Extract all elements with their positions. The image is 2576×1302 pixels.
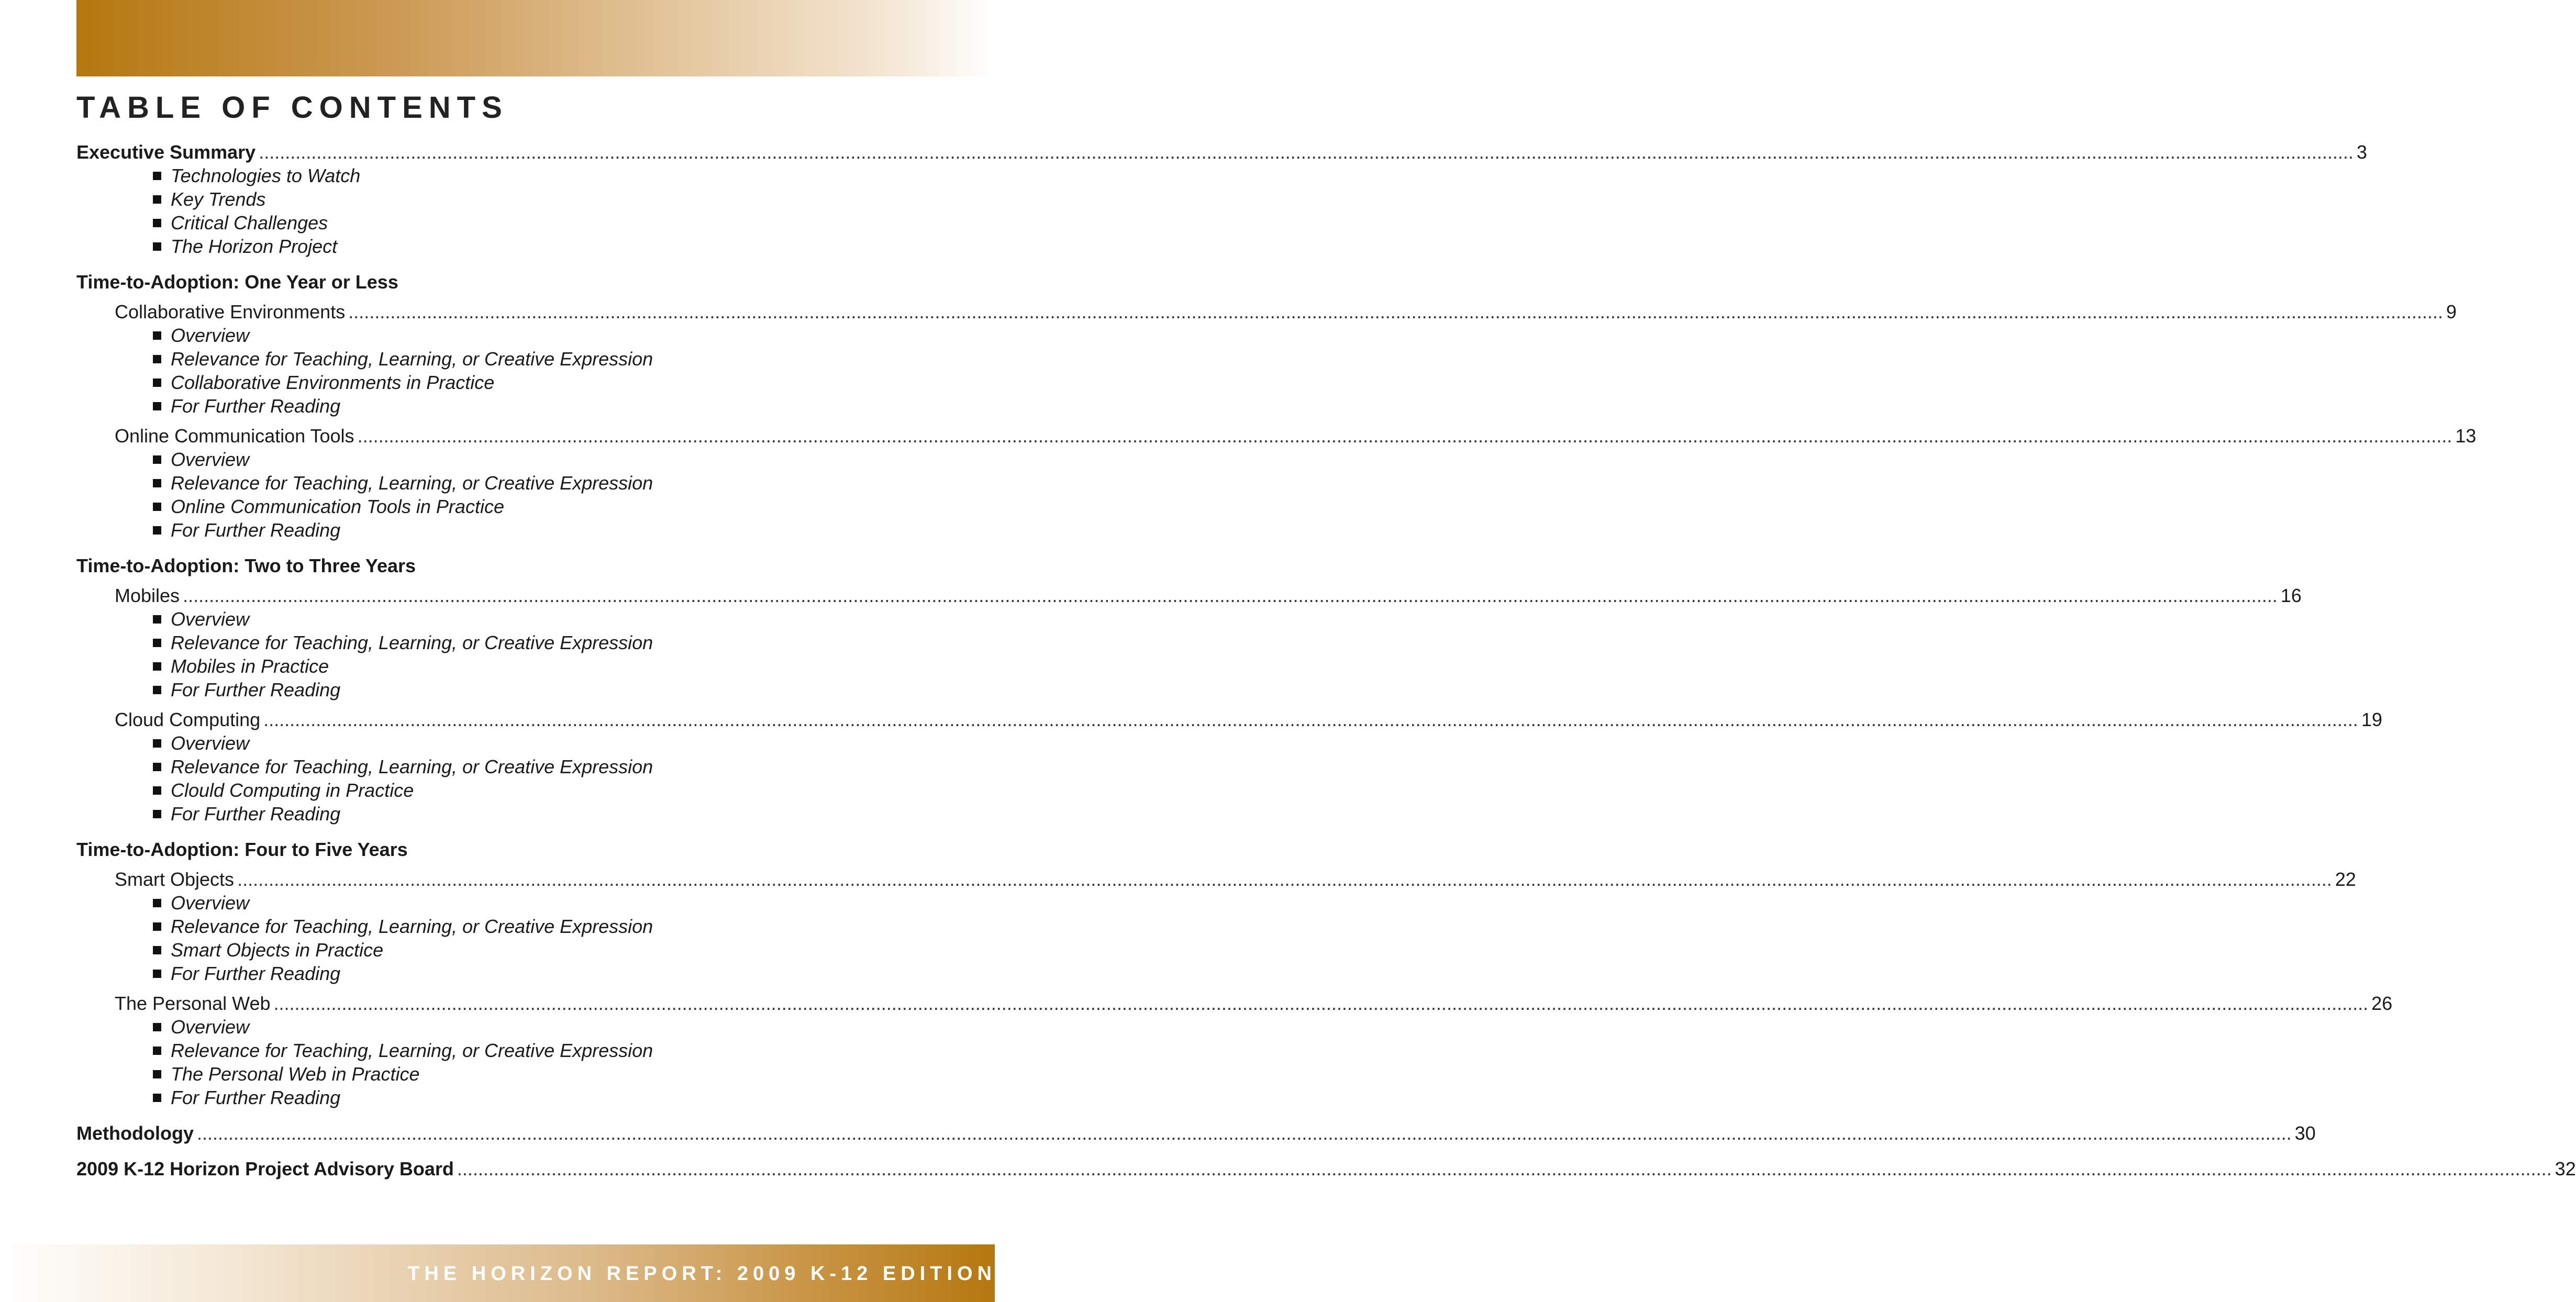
dot-leader: ................................................................................................................................................................................................................................................................................................................................................................................................................ xyxy=(237,869,2332,890)
toc-subitem xyxy=(76,187,995,211)
toc-page-number: 9 xyxy=(2446,301,2457,322)
toc-subitem-label: Relevance for Teaching, Learning, or Creative Expression xyxy=(171,916,653,937)
dot-leader: ................................................................................................................................................................................................................................................................................................................................................................................................................ xyxy=(457,1158,2552,1179)
toc-subitem-label: For Further Reading xyxy=(171,1087,341,1108)
toc-subitem-label: Clould Computing in Practice xyxy=(171,780,414,801)
toc-subitem xyxy=(76,731,995,755)
square-bullet-icon xyxy=(153,379,161,387)
toc-section-heading: Time-to-Adoption: Four to Five Years xyxy=(76,839,408,860)
toc-label: 2009 K-12 Horizon Project Advisory Board xyxy=(76,1158,454,1179)
toc-subitem-label: Key Trends xyxy=(171,188,266,210)
square-bullet-icon xyxy=(153,503,161,511)
square-bullet-icon xyxy=(153,686,161,694)
toc-subitem xyxy=(76,778,995,802)
square-bullet-icon xyxy=(153,1023,161,1031)
toc-subitem-label: Mobiles in Practice xyxy=(171,655,329,677)
toc-section-heading: Time-to-Adoption: Two to Three Years xyxy=(76,555,416,576)
square-bullet-icon xyxy=(153,355,161,363)
square-bullet-icon xyxy=(153,402,161,410)
toc-subitem-label: Technologies to Watch xyxy=(171,165,361,186)
toc-entry[interactable] xyxy=(76,992,2393,1015)
footer-title: THE HORIZON REPORT: 2009 K-12 EDITION xyxy=(407,1263,996,1285)
toc-page-number: 30 xyxy=(2294,1122,2316,1144)
toc-subitem xyxy=(76,631,995,654)
toc-label: Smart Objects xyxy=(115,869,235,890)
square-bullet-icon xyxy=(153,970,161,978)
toc-subitem xyxy=(76,495,995,518)
toc-subitem xyxy=(76,164,995,187)
toc-subitem-label: Overview xyxy=(171,892,250,914)
square-bullet-icon xyxy=(153,242,161,251)
toc-subitem-label: Smart Objects in Practice xyxy=(171,939,384,961)
square-bullet-icon xyxy=(153,946,161,954)
page-title: TABLE OF CONTENTS xyxy=(76,91,508,125)
toc-methodology[interactable] xyxy=(76,1121,2316,1145)
toc-entry[interactable] xyxy=(76,424,2477,448)
toc-subitem xyxy=(76,962,995,985)
toc-subitem xyxy=(76,471,995,495)
square-bullet-icon xyxy=(153,479,161,487)
toc-subitem-label: Online Communication Tools in Practice xyxy=(171,496,504,517)
toc-subitem-label: Overview xyxy=(171,732,250,754)
toc-label: The Personal Web xyxy=(115,993,271,1014)
toc-subitem xyxy=(76,915,995,938)
toc-subitem xyxy=(76,891,995,915)
square-bullet-icon xyxy=(153,810,161,818)
toc-advisory-board[interactable] xyxy=(76,1157,2576,1181)
toc-page-number: 3 xyxy=(2356,141,2367,163)
toc-subitem-label: Critical Challenges xyxy=(171,212,328,233)
toc-subitem-label: The Personal Web in Practice xyxy=(171,1063,420,1085)
toc-subitem-label: For Further Reading xyxy=(171,519,341,541)
toc-subitem-label: Overview xyxy=(171,325,250,346)
toc-subitem-label: The Horizon Project xyxy=(171,236,338,257)
toc-entry[interactable] xyxy=(76,300,2457,324)
toc-subitem-label: Overview xyxy=(171,1016,250,1038)
square-bullet-icon xyxy=(153,195,161,204)
toc-label: Executive Summary xyxy=(76,141,256,163)
square-bullet-icon xyxy=(153,1070,161,1078)
toc-page-number: 13 xyxy=(2455,425,2477,447)
toc-subitem-label: Overview xyxy=(171,449,250,470)
toc-subitem xyxy=(76,324,995,347)
square-bullet-icon xyxy=(153,615,161,624)
square-bullet-icon xyxy=(153,899,161,907)
toc-subitem xyxy=(76,371,995,394)
toc-subitem xyxy=(76,607,995,631)
toc-label: Methodology xyxy=(76,1122,194,1144)
toc-subitem xyxy=(76,235,995,258)
square-bullet-icon xyxy=(153,1047,161,1055)
toc-subitem-label: Collaborative Environments in Practice xyxy=(171,372,495,393)
square-bullet-icon xyxy=(153,786,161,795)
toc-page-number: 26 xyxy=(2371,993,2393,1014)
dot-leader: ................................................................................................................................................................................................................................................................................................................................................................................................................ xyxy=(183,585,2278,606)
dot-leader: ................................................................................................................................................................................................................................................................................................................................................................................................................ xyxy=(196,1122,2292,1144)
toc-subitem-label: Relevance for Teaching, Learning, or Creative Expression xyxy=(171,472,653,494)
toc-subitem-label: For Further Reading xyxy=(171,803,341,825)
header-gradient-bar xyxy=(76,0,995,76)
toc-executive-summary[interactable] xyxy=(76,140,2367,164)
toc-page-number: 32 xyxy=(2555,1158,2576,1179)
toc-page-number: 22 xyxy=(2335,869,2356,890)
dot-leader: ................................................................................................................................................................................................................................................................................................................................................................................................................ xyxy=(348,301,2443,322)
dot-leader: ................................................................................................................................................................................................................................................................................................................................................................................................................ xyxy=(273,993,2369,1014)
toc-subitem xyxy=(76,654,995,678)
toc-page-number: 19 xyxy=(2361,709,2382,730)
dot-leader: ................................................................................................................................................................................................................................................................................................................................................................................................................ xyxy=(357,425,2452,447)
square-bullet-icon xyxy=(153,455,161,464)
square-bullet-icon xyxy=(153,922,161,931)
toc-subitem-label: For Further Reading xyxy=(171,395,341,417)
toc-subitem xyxy=(76,347,995,371)
toc-label: Mobiles xyxy=(115,585,180,606)
toc-label: Collaborative Environments xyxy=(115,301,346,322)
toc-subitem-label: Relevance for Teaching, Learning, or Creative Expression xyxy=(171,348,653,370)
toc-subitem xyxy=(76,678,995,702)
toc-subitem xyxy=(76,1015,995,1039)
square-bullet-icon xyxy=(153,172,161,180)
square-bullet-icon xyxy=(153,219,161,227)
toc-subitem-label: Relevance for Teaching, Learning, or Creative Expression xyxy=(171,756,653,777)
toc-subitem xyxy=(76,394,995,418)
toc-entry[interactable] xyxy=(76,867,2356,891)
square-bullet-icon xyxy=(153,1094,161,1102)
square-bullet-icon xyxy=(153,662,161,671)
square-bullet-icon xyxy=(153,331,161,340)
toc-entry[interactable] xyxy=(76,584,2302,607)
toc-subitem xyxy=(76,1039,995,1062)
toc-label: Cloud Computing xyxy=(115,709,261,730)
table-of-contents xyxy=(76,140,2576,1181)
footer-page-number: 1 xyxy=(1040,1263,1051,1285)
dot-leader: ................................................................................................................................................................................................................................................................................................................................................................................................................ xyxy=(259,141,2353,163)
toc-subitem-label: For Further Reading xyxy=(171,679,341,700)
dot-leader: ................................................................................................................................................................................................................................................................................................................................................................................................................ xyxy=(263,709,2358,730)
toc-subitem xyxy=(76,448,995,471)
square-bullet-icon xyxy=(153,763,161,771)
toc-subitem xyxy=(76,1062,995,1086)
toc-subitem xyxy=(76,938,995,962)
square-bullet-icon xyxy=(153,739,161,748)
toc-subitem xyxy=(76,802,995,826)
toc-subitem xyxy=(76,211,995,235)
toc-subitem-label: For Further Reading xyxy=(171,963,341,984)
toc-subitem-label: Relevance for Teaching, Learning, or Creative Expression xyxy=(171,632,653,653)
toc-subitem-label: Overview xyxy=(171,608,250,630)
toc-entry[interactable] xyxy=(76,708,2382,731)
square-bullet-icon xyxy=(153,639,161,647)
square-bullet-icon xyxy=(153,526,161,535)
toc-label: Online Communication Tools xyxy=(115,425,354,447)
toc-subitem-label: Relevance for Teaching, Learning, or Creative Expression xyxy=(171,1040,653,1061)
toc-subitem xyxy=(76,755,995,778)
toc-page-number: 16 xyxy=(2280,585,2302,606)
toc-subitem xyxy=(76,518,995,542)
toc-section-heading: Time-to-Adoption: One Year or Less xyxy=(76,271,398,293)
toc-subitem xyxy=(76,1086,995,1109)
